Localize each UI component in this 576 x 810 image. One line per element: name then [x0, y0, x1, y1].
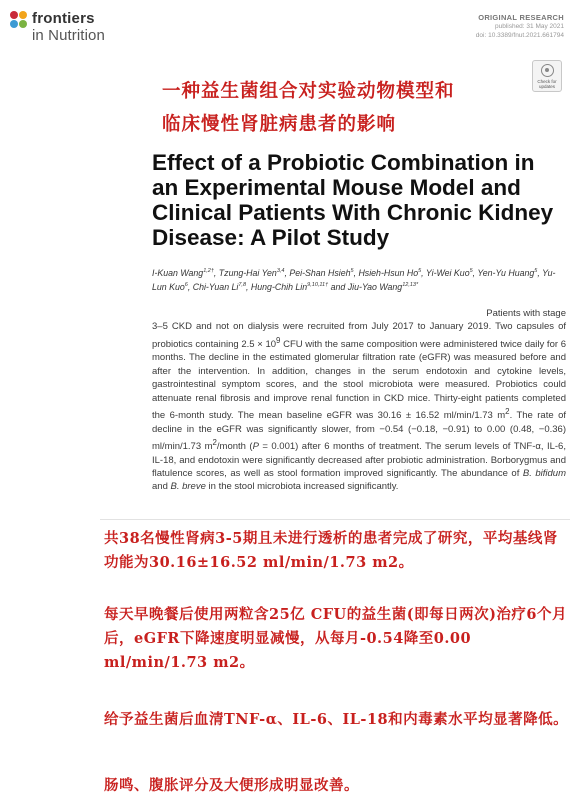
author-name[interactable]: Chi-Yuan Li$^{7,8}$	[192, 281, 247, 292]
chinese-note-2: 每天早晚餐后使用两粒含25亿 CFU的益生菌(即每日两次)治疗6个月后，eGFR下降速度明显减慢，从每月-0.54降至0.00 ml/min/1.73 m2。	[104, 606, 568, 671]
published-date: published: 31 May 2021	[494, 23, 564, 30]
check-badge-label: Check for updates	[537, 79, 557, 89]
article-meta	[476, 13, 564, 40]
chinese-note-1: 共38名慢性肾病3-5期且未进行透析的患者完成了研究，平均基线肾功能为30.16±16.52 ml/min/1.73 m2。	[104, 530, 558, 571]
chinese-title-line-2: 临床慢性肾脏病患者的影响	[162, 114, 397, 135]
author-name[interactable]: Hsieh-Hsun Ho$^5$	[358, 267, 422, 278]
frontiers-logo-icon	[10, 11, 28, 29]
author-list: I-Kuan Wang$^{1,2\dagger}$, Tzung-Hai Yen$^{3,4}$, Pei-Shan Hsieh$^5$, Hsieh-Hsun Ho$^5$, Yi-Wei Kuo$^5$, Yen-Yu Huang$^5$, Yu-Lun Kuo$^6$, Chi-Yuan Li$^{7,8}$, Hung-Chih Lin$^{9,10,11\dagger}$ and Jiu-Yao Wang$^{12,13*}$	[152, 267, 556, 292]
author-name[interactable]: Tzung-Hai Yen$^{3,4}$	[218, 267, 285, 278]
divider	[100, 519, 570, 520]
doi-link[interactable]: doi: 10.3389/fnut.2021.661794	[475, 32, 564, 39]
species-name: B. breve	[170, 481, 206, 493]
author-name[interactable]: Yen-Yu Huang$^5$	[477, 267, 538, 278]
author-name[interactable]: Hung-Chih Lin$^{9,10,11\dagger}$	[250, 281, 329, 292]
check-for-updates-button[interactable]	[532, 60, 562, 92]
author-name[interactable]: Yu-Lun Kuo$^6$	[152, 267, 556, 292]
chinese-note-3: 给予益生菌后血清TNF-α、IL-6、IL-18和内毒素水平均显著降低。	[104, 711, 569, 728]
chinese-note-4: 肠鸣、腹胀评分及大便形成明显改善。	[104, 777, 359, 794]
author-name[interactable]: Pei-Shan Hsieh$^5$	[289, 267, 354, 278]
species-name: B. bifidum	[522, 467, 566, 479]
logo-journal-text: in Nutrition	[32, 27, 105, 44]
abstract-first-line: Patients with stage	[486, 308, 566, 319]
article-title: Effect of a Probiotic Combination in an Experimental Mouse Model and Clinical Patients With Chronic Kidney Disease: A Pilot Study	[152, 150, 554, 250]
journal-logo	[10, 10, 160, 44]
chinese-title-line-1: 一种益生菌组合对实验动物模型和	[162, 81, 455, 102]
author-name[interactable]: Jiu-Yao Wang$^{12,13*}$	[347, 281, 419, 292]
author-name[interactable]: Yi-Wei Kuo$^5$	[425, 267, 473, 278]
abstract-text: Patients with stage 3–5 CKD and not on dialysis were recruited from July 2017 to January 2019. Two capsules of probiotics containing $2.5 \times 10^9$ CFU with the same composition were administered twice daily for 6 months. The decline in the estimated glomerular filtration rate (eGFR) was measured before and after the intervention. In addition, changes in the serum endotoxin and cytokine levels, gastrointestinal symptom scores, and the stool microbiota were measured. Probiotics could attenuate renal fibrosis and improve renal function in CKD mice. Thirty-eight patients completed the 6-month study. The mean baseline eGFR was 30.16 ± 16.52 ml/min/1.73 $m^2$. The rate of decline in the eGFR was significantly slower, from −0.54 (−0.18, −0.91) to 0.00 (0.48, −0.36) ml/min/1.73 $m^2$/month (P = 0.001) after 6 months of treatment. The serum levels of TNF-α, IL-6, IL-18, and endotoxin were significantly decreased after probiotic administration. Borborygmus and flatulence scores, as well as stool formation improved significantly. The abundance of B. bifidum and B. breve in the stool microbiota increased significantly.	[152, 308, 566, 493]
author-name[interactable]: I-Kuan Wang$^{1,2\dagger}$	[152, 267, 214, 278]
update-badge-icon	[541, 64, 554, 77]
article-type: ORIGINAL RESEARCH	[478, 13, 564, 22]
logo-brand-text: frontiers	[32, 10, 95, 27]
